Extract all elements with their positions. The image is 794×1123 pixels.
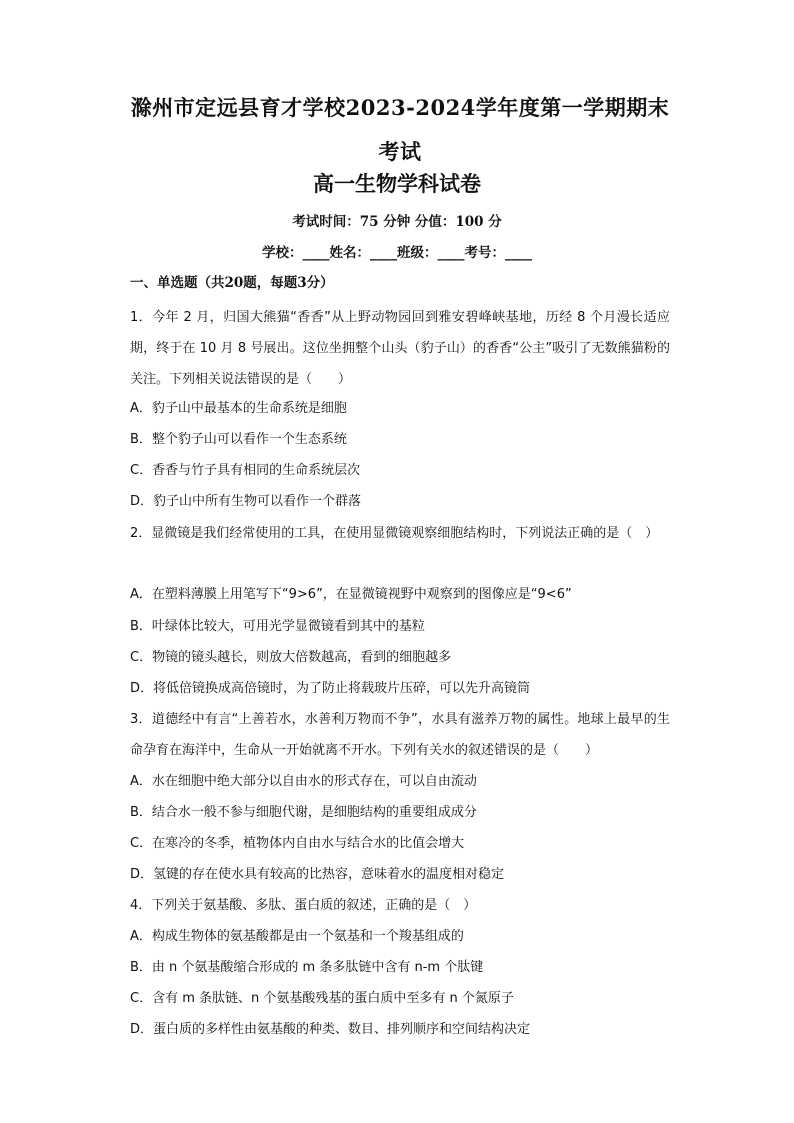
question-4-option-c: C．含有 m 条肽链、n 个氨基酸残基的蛋白质中至多有 n 个氮原子	[130, 991, 514, 1006]
question-3-option-c: C．在寒冷的冬季，植物体内自由水与结合水的比值会增大	[130, 836, 465, 851]
question-2-option-c: C．物镜的镜头越长，则放大倍数越高，看到的细胞越多	[130, 650, 452, 665]
section-heading: 一、单选题（共20题，每题3分）	[130, 275, 334, 291]
question-4-option-a: A．构成生物体的氨基酸都是由一个氨基和一个羧基组成的	[130, 929, 464, 944]
exam-time-score: 考试时间：75 分钟 分值：100 分	[292, 214, 502, 230]
question-4-option-d: D．蛋白质的多样性由氨基酸的种类、数目、排列顺序和空间结构决定	[130, 1022, 531, 1037]
exam-subtitle: 高一生物学科试卷	[313, 171, 481, 196]
question-3-option-d: D．氢键的存在使水具有较高的比热容，意味着水的温度相对稳定	[130, 867, 505, 882]
question-1-option-a: A．豹子山中最基本的生命系统是细胞	[130, 401, 347, 416]
question-1-option-d: D．豹子山中所有生物可以看作一个群落	[130, 494, 362, 509]
question-3-option-a: A．水在细胞中绝大部分以自由水的形式存在，可以自由流动	[130, 774, 477, 789]
student-info-line: 学校：____姓名：____班级：____考号：____	[262, 245, 532, 261]
question-1-option-c: C．香香与竹子具有相同的生命系统层次	[130, 463, 361, 478]
exam-title: 滁州市定远县育才学校2023-2024学年度第一学期期末考试	[130, 95, 670, 164]
question-1-option-b: B．整个豹子山可以看作一个生态系统	[130, 432, 347, 447]
question-2-stem: 2．显微镜是我们经常使用的工具，在使用显微镜观察细胞结构时，下列说法正确的是（ ）	[130, 526, 659, 541]
question-3-option-b: B．结合水一般不参与细胞代谢，是细胞结构的重要组成成分	[130, 805, 477, 820]
question-3-stem: 3．道德经中有言“上善若水，水善利万物而不争”，水具有滋养万物的属性。地球上最早的生命孕育在海洋中，生命从一开始就离不开水。下列有关水的叙述错误的是（ ）	[130, 712, 670, 758]
question-2-option-b: B．叶绿体比较大，可用光学显微镜看到其中的基粒	[130, 619, 425, 634]
question-4-stem: 4．下列关于氨基酸、多肽、蛋白质的叙述，正确的是（ ）	[130, 898, 477, 913]
question-4-option-b: B．由 n 个氨基酸缩合形成的 m 条多肽链中含有 n-m 个肽键	[130, 960, 484, 975]
question-2-option-d: D．将低倍镜换成高倍镜时，为了防止将载玻片压碎，可以先升高镜筒	[130, 681, 531, 696]
question-2-option-a: A．在塑料薄膜上用笔写下“9>6”，在显微镜视野中观察到的图像应是“9<6”	[130, 587, 572, 602]
question-1-stem: 1．今年 2 月，归国大熊猫“香香”从上野动物园回到雅安碧峰峡基地，历经 8 个月漫长适应期，终于在 10 月 8 号展出。这位坐拥整个山头（豹子山）的香香“公主”吸引了无数熊猫粉的关注。下列相关说法错误的是（ ）	[130, 310, 670, 387]
